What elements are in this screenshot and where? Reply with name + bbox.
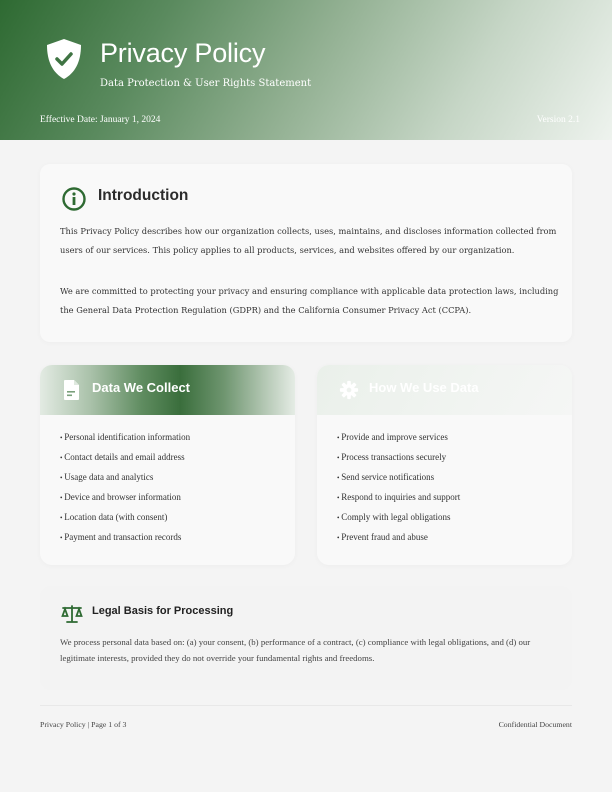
list-item: • Location data (with consent) xyxy=(60,510,190,530)
version-label: Version 2.1 xyxy=(536,115,580,125)
card-title: Data We Collect xyxy=(92,380,191,395)
legal-basis-text: We process personal data based on: (a) your consent, (b) performance of a contract, (c) compliance with legal obligations, and (d) our legitimate interests, provided they do not override your fundamental rights and freedoms. xyxy=(60,637,531,663)
list-item: • Device and browser information xyxy=(60,490,190,510)
card-header xyxy=(317,365,572,415)
card-header xyxy=(40,365,295,415)
shield-check-icon xyxy=(44,38,84,80)
list-item: • Provide and improve services xyxy=(337,430,460,450)
how-we-use-data-card xyxy=(317,365,572,565)
footer-confidential-label: Confidential Document xyxy=(498,720,572,729)
page-subtitle: Data Protection & User Rights Statement xyxy=(100,78,312,89)
document-icon xyxy=(62,379,82,401)
effective-date: Effective Date: January 1, 2024 xyxy=(40,115,161,125)
list-item: • Comply with legal obligations xyxy=(337,510,460,530)
scales-icon xyxy=(61,604,83,624)
list-item: • Prevent fraud and abuse xyxy=(337,530,460,550)
legal-basis-heading: Legal Basis for Processing xyxy=(92,605,234,617)
list-item: • Contact details and email address xyxy=(60,450,190,470)
introduction-heading: Introduction xyxy=(98,187,189,204)
footer-divider xyxy=(40,705,572,706)
introduction-section xyxy=(40,164,572,342)
introduction-paragraph: This Privacy Policy describes how our organization collects, uses, maintains, and discloses information collected from users of our services. This policy applies to all products, services, and websites offered by our organization. xyxy=(60,226,557,255)
data-collected-list xyxy=(60,430,190,550)
data-usage-list xyxy=(337,430,460,550)
footer-page-info: Privacy Policy | Page 1 of 3 xyxy=(40,720,127,729)
list-item: • Usage data and analytics xyxy=(60,470,190,490)
header-banner xyxy=(0,0,612,140)
introduction-paragraph: We are committed to protecting your privacy and ensuring compliance with applicable data protection laws, including the General Data Protection Regulation (GDPR) and the California Consumer Privacy Act (CCPA). xyxy=(60,286,559,315)
legal-basis-section xyxy=(40,586,572,690)
list-item: • Personal identification information xyxy=(60,430,190,450)
page-title: Privacy Policy xyxy=(100,38,266,68)
list-item: • Process transactions securely xyxy=(337,450,460,470)
list-item: • Respond to inquiries and support xyxy=(337,490,460,510)
list-item: • Payment and transaction records xyxy=(60,530,190,550)
card-title: How We Use Data xyxy=(369,380,479,395)
info-circle-icon xyxy=(61,186,87,212)
data-we-collect-card xyxy=(40,365,295,565)
list-item: • Send service notifications xyxy=(337,470,460,490)
gear-icon xyxy=(339,379,359,401)
